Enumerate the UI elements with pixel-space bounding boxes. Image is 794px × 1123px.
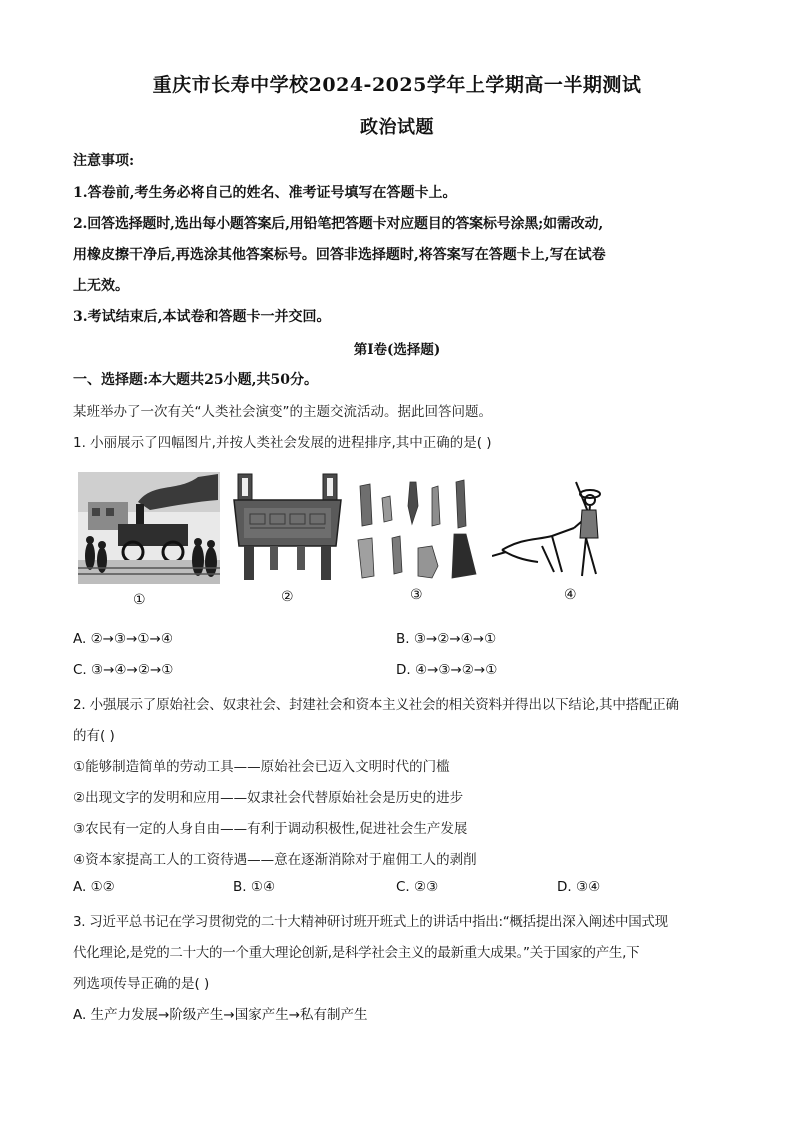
- stone-tools-image: [352, 476, 482, 584]
- section-intro: 某班举办了一次有关“人类社会演变”的主题交流活动。据此回答问题。: [73, 404, 492, 420]
- q1-option-a[interactable]: A. ②→③→①→④: [73, 631, 173, 647]
- q3-option-a[interactable]: A. 生产力发展→阶级产生→国家产生→私有制产生: [73, 1007, 368, 1023]
- q2-option-c[interactable]: C. ②③: [396, 879, 439, 895]
- q2-option-a[interactable]: A. ①②: [73, 879, 115, 895]
- note-item-2-line-3: 上无效。: [73, 278, 129, 294]
- caption-3: ③: [410, 587, 423, 603]
- part-title: 一、选择题:本大题共25小题,共50分。: [73, 372, 319, 388]
- steam-locomotive-image: [78, 472, 220, 584]
- caption-1: ①: [133, 592, 146, 608]
- q2-option-d[interactable]: D. ③④: [557, 879, 601, 895]
- notes-heading: 注意事项:: [73, 153, 135, 169]
- q1-stem: 1. 小丽展示了四幅图片,并按人类社会发展的进程排序,其中正确的是( ): [73, 435, 492, 451]
- exam-title: 重庆市长寿中学校2024-2025学年上学期高一半期测试: [152, 74, 642, 96]
- bronze-ding-image: [230, 472, 345, 582]
- q3-stem-line-3: 列选项传导正确的是( ): [73, 976, 210, 992]
- q2-stem-line-2: 的有( ): [73, 728, 115, 744]
- q2-statement-1: ①能够制造简单的劳动工具——原始社会已迈入文明时代的门槛: [73, 759, 450, 775]
- note-item-2-line-2: 用橡皮擦干净后,再选涂其他答案标号。回答非选择题时,将答案写在答题卡上,写在试卷: [73, 247, 606, 263]
- q2-stem-line-1: 2. 小强展示了原始社会、奴隶社会、封建社会和资本主义社会的相关资料并得出以下结论,其中搭配正确: [73, 697, 679, 713]
- q1-option-d[interactable]: D. ④→③→②→①: [396, 662, 498, 678]
- q1-option-c[interactable]: C. ③→④→②→①: [73, 662, 174, 678]
- q2-statement-2: ②出现文字的发明和应用——奴隶社会代替原始社会是历史的进步: [73, 790, 464, 806]
- q1-option-b[interactable]: B. ③→②→④→①: [396, 631, 497, 647]
- q2-statement-4: ④资本家提高工人的工资待遇——意在逐渐消除对于雇佣工人的剥削: [73, 852, 477, 868]
- note-item-2-line-1: 2.回答选择题时,选出每小题答案后,用铅笔把答题卡对应题目的答案标号涂黑;如需改动,: [73, 216, 604, 232]
- q2-option-b[interactable]: B. ①④: [233, 879, 276, 895]
- q3-stem-line-2: 代化理论,是党的二十大的一个重大理论创新,是科学社会主义的最新重大成果。”关于国家的产生,下: [73, 945, 640, 961]
- volume-heading: 第Ⅰ卷(选择题): [353, 342, 441, 358]
- note-item-1: 1.答卷前,考生务必将自己的姓名、准考证号填写在答题卡上。: [73, 185, 457, 201]
- q3-stem-line-1: 3. 习近平总书记在学习贯彻党的二十大精神研讨班开班式上的讲话中指出:“概括提出深入阐述中国式现: [73, 914, 668, 930]
- caption-4: ④: [564, 587, 577, 603]
- q2-statement-3: ③农民有一定的人身自由——有利于调动积极性,促进社会生产发展: [73, 821, 468, 837]
- plough-farming-image: [492, 476, 612, 582]
- note-item-3: 3.考试结束后,本试卷和答题卡一并交回。: [73, 309, 331, 325]
- caption-2: ②: [281, 589, 294, 605]
- exam-subtitle: 政治试题: [360, 117, 434, 138]
